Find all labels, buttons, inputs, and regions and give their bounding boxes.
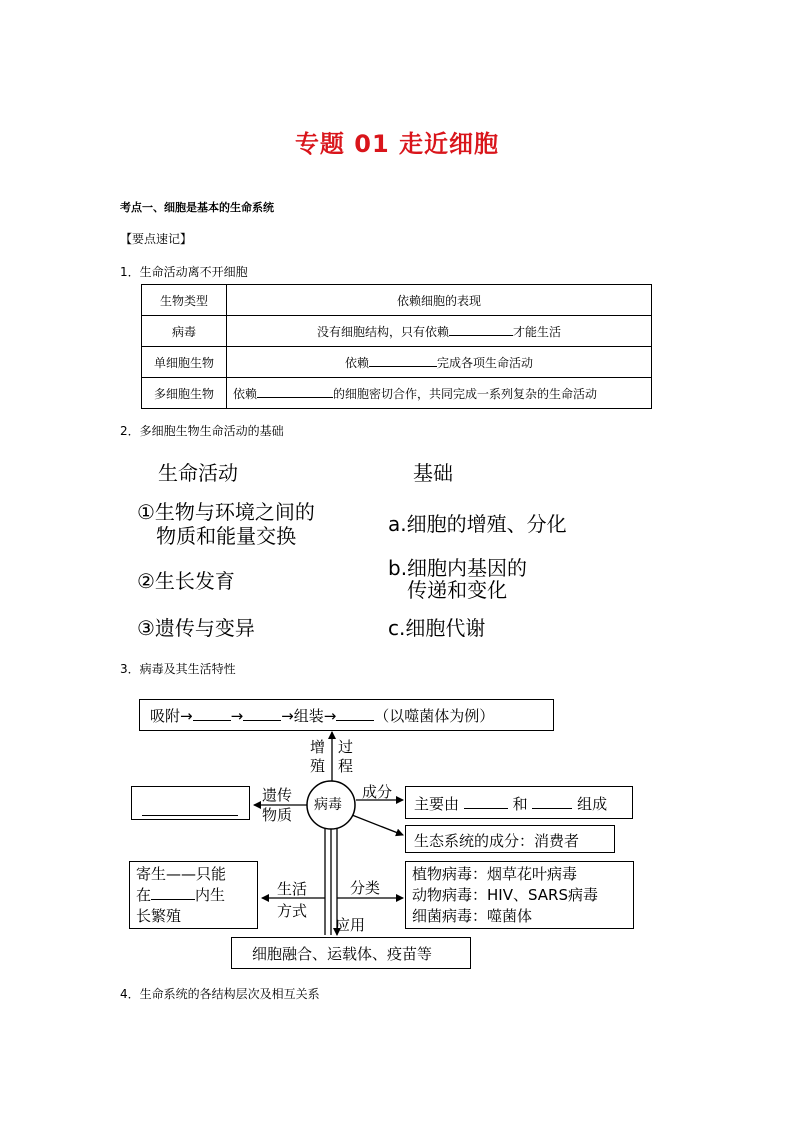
- basis-item-b-line1: b.细胞内基因的: [388, 556, 528, 580]
- table-cell-type: 多细胞生物: [142, 378, 227, 409]
- text: 才能生活: [513, 324, 562, 339]
- parasite-text: 在: [136, 886, 152, 904]
- parasite-box: [129, 861, 258, 929]
- answer-blank: [151, 885, 195, 900]
- table-cell-type: 单细胞生物: [142, 347, 227, 378]
- composition-text: 主要由: [414, 795, 460, 813]
- label-process-c: 过: [338, 738, 354, 756]
- answer-blank: [532, 794, 572, 809]
- label-classify: 分类: [350, 879, 381, 897]
- process-text: →组装→: [281, 707, 337, 725]
- answer-blank: [193, 706, 231, 721]
- process-text: （以噬菌体为例）: [374, 707, 495, 725]
- composition-text: 组成: [577, 795, 608, 813]
- item4-heading: 4．生命系统的各结构层次及相互关系: [120, 987, 320, 1001]
- answer-blank: [243, 706, 281, 721]
- text: 依赖: [233, 386, 258, 401]
- item3-heading: 3．病毒及其生活特性: [120, 662, 236, 676]
- label-process-d: 程: [338, 757, 354, 775]
- section-heading: 考点一、细胞是基本的生命系统: [120, 201, 274, 214]
- table-cell-type: 病毒: [142, 316, 227, 347]
- activity-item-3: ③遗传与变异: [137, 616, 255, 640]
- table-header-cell: 依赖细胞的表现: [227, 285, 652, 316]
- activity-item-2: ②生长发育: [137, 569, 235, 593]
- key-points-label: 【要点速记】: [120, 232, 193, 246]
- label-life-a: 生活: [277, 880, 308, 898]
- label-apply: 应用: [335, 916, 366, 934]
- classification-box: [405, 861, 634, 929]
- page-title: 专题 01 走近细胞: [294, 130, 500, 158]
- composition-text: 和: [512, 795, 528, 813]
- process-text: 吸附→: [150, 707, 193, 725]
- text: 没有细胞结构，只有依赖: [316, 324, 449, 339]
- label-genetic-a: 遗传: [262, 786, 293, 804]
- basis-item-b-line2: 传递和变化: [388, 578, 508, 602]
- virus-center-label: 病毒: [314, 797, 342, 813]
- item2-heading: 2．多细胞生物生命活动的基础: [120, 424, 284, 438]
- label-genetic-b: 物质: [262, 806, 293, 824]
- parasite-line-2: [136, 885, 251, 906]
- label-process-a: 增: [310, 738, 326, 756]
- basis-item-a: a.细胞的增殖、分化: [388, 512, 567, 536]
- right-column-header: 基础: [413, 461, 453, 485]
- activity-item-1-line2: 物质和能量交换: [137, 524, 297, 548]
- answer-blank: [464, 794, 508, 809]
- text: 的细胞密切合作，共同完成一系列复杂的生命活动: [333, 386, 598, 401]
- parasite-line-1: 寄生——只能: [136, 865, 227, 883]
- answer-blank: [336, 706, 374, 721]
- application-box: 细胞融合、运载体、疫苗等: [231, 937, 471, 969]
- classify-item-animal: 动物病毒：HIV、SARS病毒: [412, 886, 598, 904]
- left-column-header: 生命活动: [158, 461, 238, 485]
- activity-item-1-line1: ①生物与环境之间的: [137, 500, 315, 524]
- classify-item-plant: 植物病毒：烟草花叶病毒: [412, 865, 578, 883]
- process-text: →: [230, 707, 244, 725]
- table-header-cell: 生物类型: [142, 285, 227, 316]
- parasite-line-3: 长繁殖: [136, 907, 182, 925]
- label-process-b: 殖: [310, 757, 326, 775]
- text: 依赖: [344, 355, 369, 370]
- parasite-text: 内生: [195, 886, 226, 904]
- text: 完成各项生命活动: [437, 355, 534, 370]
- item1-heading: 1．生命活动离不开细胞: [120, 265, 248, 279]
- label-life-b: 方式: [277, 902, 308, 920]
- basis-item-c: c.细胞代谢: [388, 616, 486, 640]
- ecosystem-box: 生态系统的成分：消费者: [405, 825, 615, 853]
- arrow-to-ecosystem: [352, 815, 403, 835]
- answer-blank: [142, 801, 238, 816]
- label-composition: 成分: [362, 783, 393, 801]
- composition-box: [405, 786, 633, 819]
- classify-item-bacteria: 细菌病毒：噬菌体: [412, 907, 533, 925]
- process-box: [139, 699, 554, 731]
- genetic-material-box: [131, 786, 250, 820]
